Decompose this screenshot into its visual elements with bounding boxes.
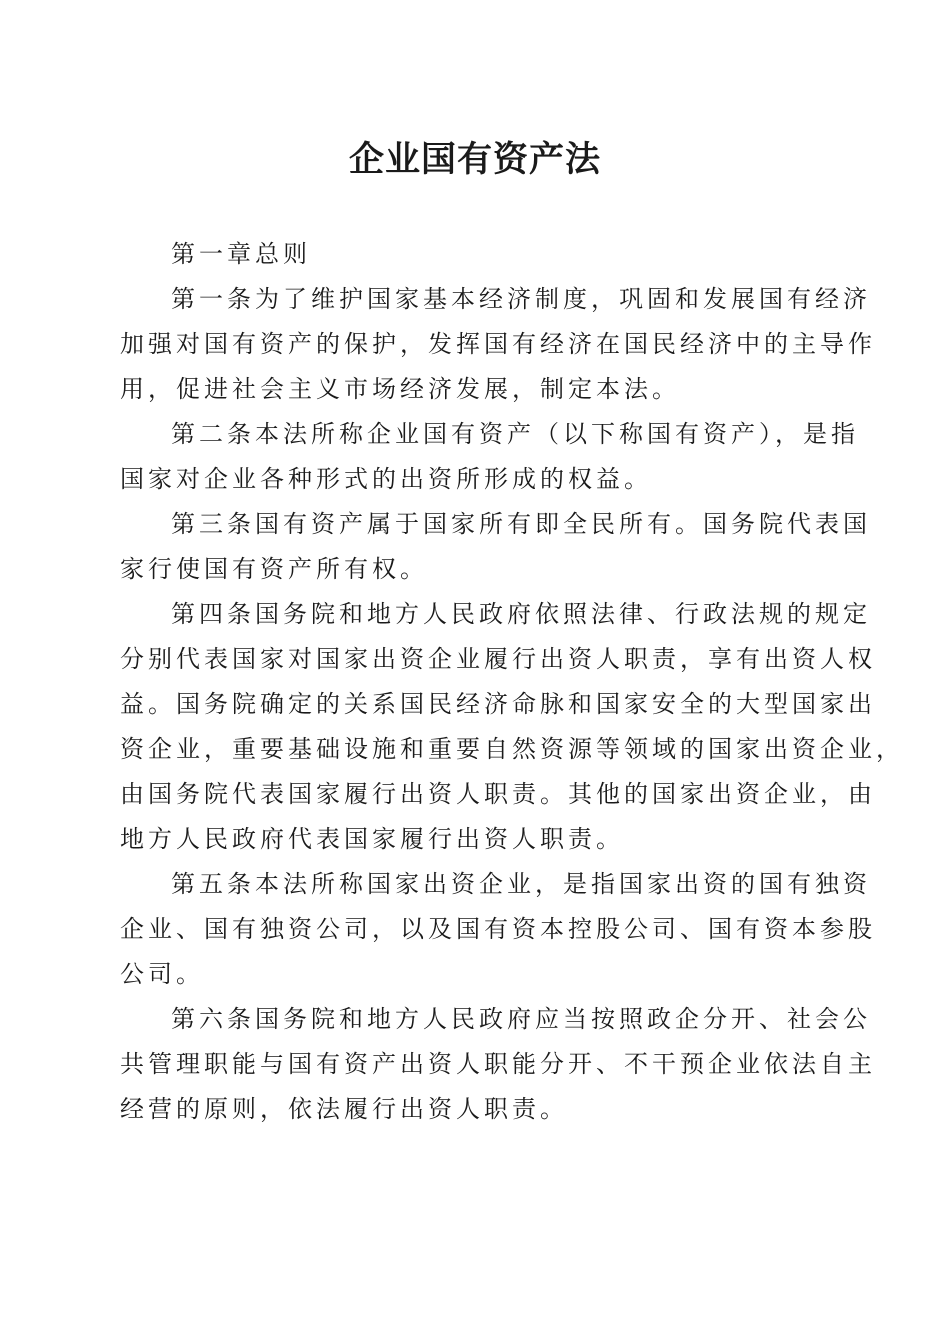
- text-line: 第六条国务院和地方人民政府应当按照政企分开、社会公: [171, 1005, 871, 1033]
- chapter-heading: 第一章总则: [171, 240, 311, 268]
- text-line: 分别代表国家对国家出资企业履行出资人职责，享有出资人权: [120, 645, 876, 673]
- text-line: 第三条国有资产属于国家所有即全民所有。国务院代表国: [171, 510, 871, 538]
- text-line: 第一条为了维护国家基本经济制度，巩固和发展国有经济: [171, 285, 871, 313]
- text-line: 用，促进社会主义市场经济发展，制定本法。: [120, 375, 680, 403]
- text-line: 第二条本法所称企业国有资产（以下称国有资产），是指: [171, 420, 859, 448]
- article-1: [120, 277, 876, 412]
- text-line: 共管理职能与国有资产出资人职能分开、不干预企业依法自主: [120, 1050, 876, 1078]
- document-title: 企业国有资产法: [348, 139, 601, 180]
- article-6: [120, 997, 876, 1132]
- text-line: 第五条本法所称国家出资企业，是指国家出资的国有独资: [171, 870, 871, 898]
- article-2: [120, 412, 859, 502]
- text-line: 由国务院代表国家履行出资人职责。其他的国家出资企业，由: [120, 780, 876, 808]
- article-3: [120, 502, 871, 592]
- article-5: [120, 862, 876, 997]
- text-line: 国家对企业各种形式的出资所形成的权益。: [120, 465, 652, 493]
- text-line: 家行使国有资产所有权。: [120, 555, 428, 583]
- text-line: 加强对国有资产的保护，发挥国有经济在国民经济中的主导作: [120, 330, 876, 358]
- article-4: [120, 592, 904, 862]
- text-line: 经营的原则，依法履行出资人职责。: [120, 1095, 568, 1123]
- text-line: 企业、国有独资公司，以及国有资本控股公司、国有资本参股: [120, 915, 876, 943]
- text-line: 第四条国务院和地方人民政府依照法律、行政法规的规定: [171, 600, 871, 628]
- document-body: [120, 232, 904, 1132]
- text-line: 地方人民政府代表国家履行出资人职责。: [120, 825, 624, 853]
- text-line: 公司。: [120, 960, 204, 988]
- text-line: 资企业，重要基础设施和重要自然资源等领域的国家出资企业，: [120, 735, 904, 763]
- text-line: 益。国务院确定的关系国民经济命脉和国家安全的大型国家出: [120, 690, 876, 718]
